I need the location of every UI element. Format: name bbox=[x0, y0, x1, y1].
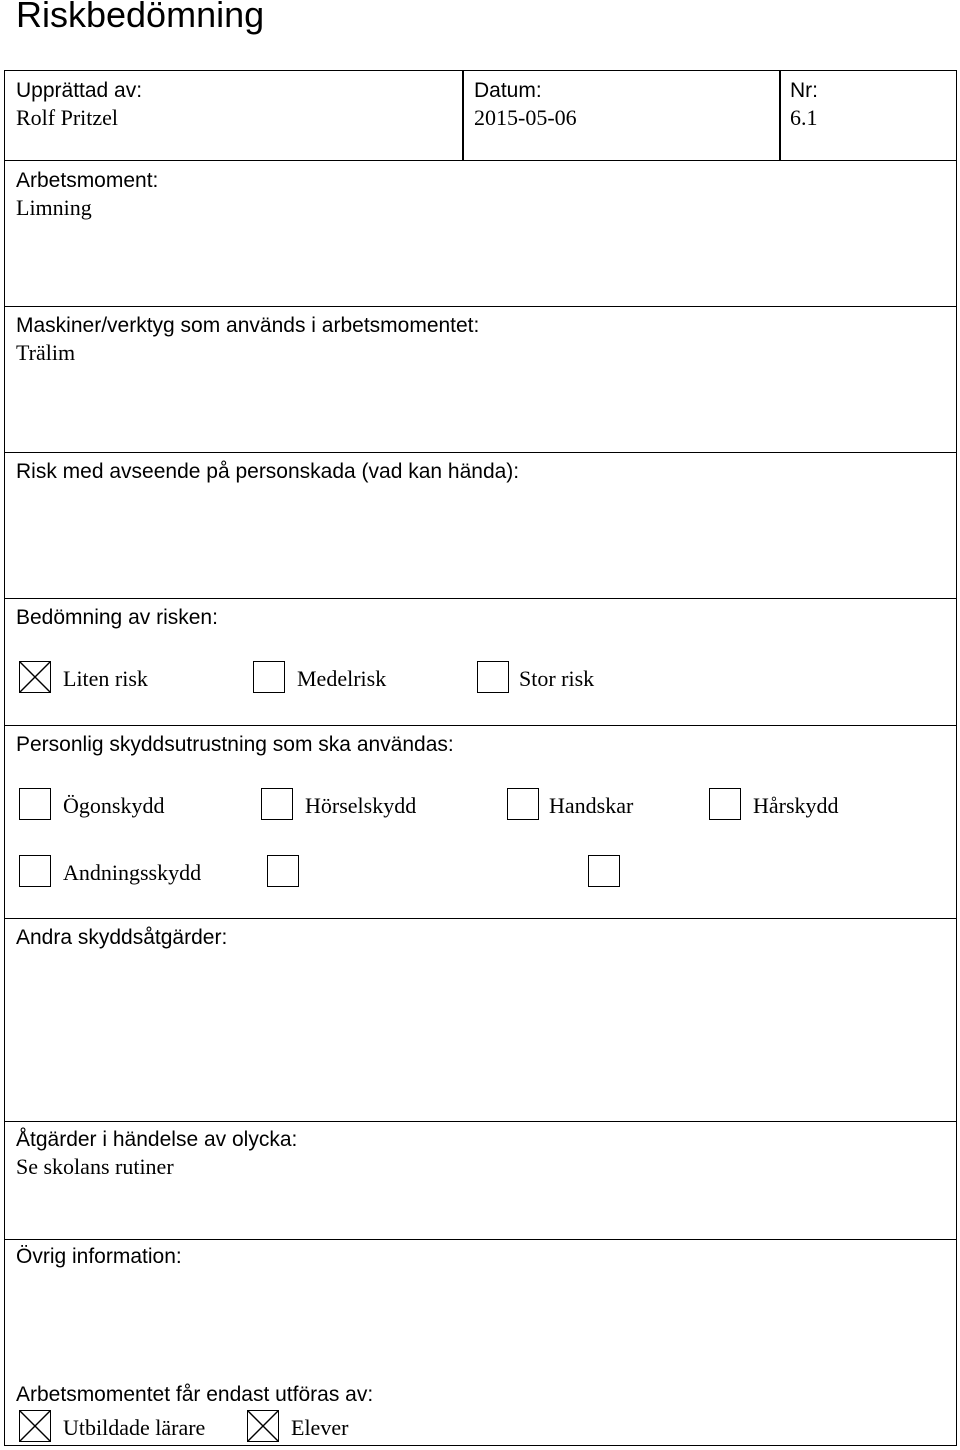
checkbox-elever[interactable] bbox=[247, 1410, 279, 1442]
tools-section bbox=[5, 307, 956, 453]
option-label: Elever bbox=[291, 1415, 349, 1440]
checkbox-liten-risk[interactable] bbox=[19, 661, 51, 693]
other-measures-section bbox=[5, 919, 956, 1122]
accident-label: Åtgärder i händelse av olycka: bbox=[16, 1128, 298, 1151]
ppe-section bbox=[5, 726, 956, 919]
header-row bbox=[5, 71, 956, 161]
risk-label: Risk med avseende på personskada (vad kan hända): bbox=[16, 460, 520, 483]
prepared-by-value: Rolf Pritzel bbox=[16, 105, 119, 130]
checkbox-blank-2[interactable] bbox=[588, 855, 620, 887]
option-label: Liten risk bbox=[63, 666, 148, 691]
page-title: Riskbedömning bbox=[16, 0, 265, 35]
nr-label: Nr: bbox=[790, 79, 818, 102]
header-divider bbox=[462, 71, 464, 160]
check-x-icon bbox=[248, 1411, 278, 1441]
risk-section bbox=[5, 453, 956, 599]
checkbox-andningsskydd[interactable] bbox=[19, 855, 51, 887]
option-label: Utbildade lärare bbox=[63, 1415, 206, 1440]
other-info-section bbox=[5, 1240, 956, 1370]
checkbox-medelrisk[interactable] bbox=[253, 661, 285, 693]
header-divider bbox=[779, 71, 781, 160]
option-label: Hårskydd bbox=[753, 793, 839, 818]
performed-by-section bbox=[5, 1370, 956, 1447]
checkbox-blank-1[interactable] bbox=[267, 855, 299, 887]
assessment-label: Bedömning av risken: bbox=[16, 606, 218, 629]
tools-label: Maskiner/verktyg som används i arbetsmomentet: bbox=[16, 314, 480, 337]
checkbox-handskar[interactable] bbox=[507, 788, 539, 820]
option-label: Ögonskydd bbox=[63, 793, 165, 818]
check-x-icon bbox=[20, 662, 50, 692]
checkbox-harskydd[interactable] bbox=[709, 788, 741, 820]
date-value: 2015-05-06 bbox=[474, 105, 577, 130]
accident-section bbox=[5, 1122, 956, 1240]
checkbox-stor-risk[interactable] bbox=[477, 661, 509, 693]
option-label: Stor risk bbox=[519, 666, 595, 691]
option-label: Medelrisk bbox=[297, 666, 387, 691]
other-info-label: Övrig information: bbox=[16, 1245, 182, 1268]
risk-assessment-form bbox=[4, 70, 957, 1446]
other-measures-label: Andra skyddsåtgärder: bbox=[16, 926, 228, 949]
accident-value: Se skolans rutiner bbox=[16, 1154, 174, 1179]
task-section bbox=[5, 161, 956, 307]
ppe-label: Personlig skyddsutrustning som ska användas: bbox=[16, 733, 454, 756]
task-value: Limning bbox=[16, 195, 92, 220]
nr-value: 6.1 bbox=[790, 105, 818, 130]
check-x-icon bbox=[20, 1411, 50, 1441]
assessment-section bbox=[5, 599, 956, 726]
prepared-by-label: Upprättad av: bbox=[16, 79, 143, 102]
checkbox-utbildade-larare[interactable] bbox=[19, 1410, 51, 1442]
option-label: Andningsskydd bbox=[63, 860, 202, 885]
tools-value: Trälim bbox=[16, 340, 76, 365]
task-label: Arbetsmoment: bbox=[16, 169, 159, 192]
checkbox-ogonskydd[interactable] bbox=[19, 788, 51, 820]
performed-by-label: Arbetsmomentet får endast utföras av: bbox=[16, 1383, 374, 1406]
option-label: Hörselskydd bbox=[305, 793, 417, 818]
checkbox-horselskydd[interactable] bbox=[261, 788, 293, 820]
date-label: Datum: bbox=[474, 79, 542, 102]
option-label: Handskar bbox=[549, 793, 634, 818]
